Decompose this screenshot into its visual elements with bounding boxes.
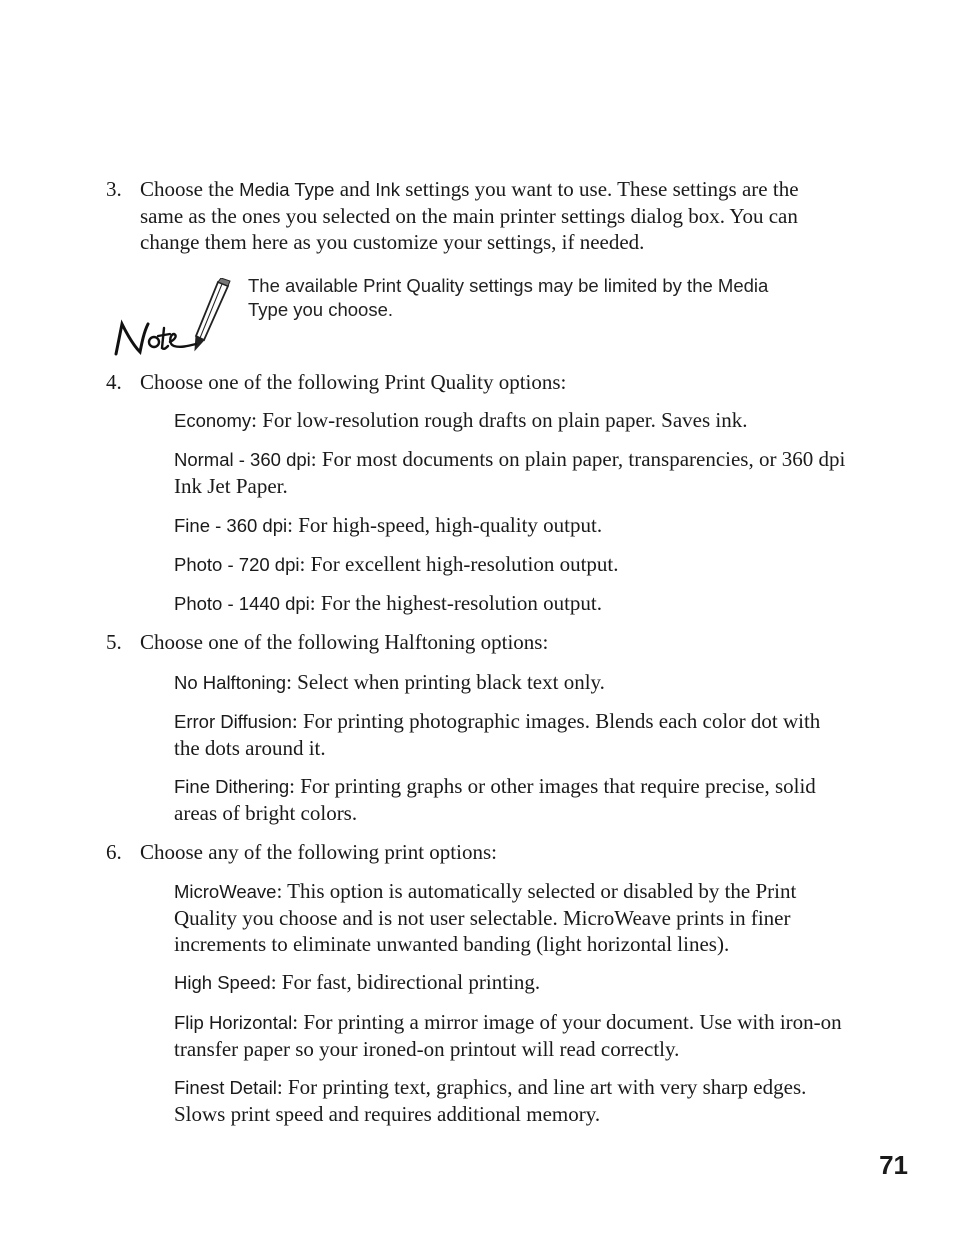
step-text: Choose any of the following print options: — [140, 840, 497, 864]
option-desc: : For most documents on plain paper, transparencies, or 360 dpi Ink Jet Paper. — [174, 447, 846, 498]
option-photo-720 — [174, 551, 846, 578]
note-pencil-icon — [108, 278, 238, 360]
step-6 — [106, 839, 846, 865]
option-photo-1440 — [174, 590, 846, 617]
step-5 — [106, 629, 846, 655]
option-desc: : For printing text, graphics, and line art with very sharp edges. Slows print speed and requires additional memory. — [174, 1075, 807, 1126]
option-desc: : For printing graphs or other images that require precise, solid areas of bright colors. — [174, 774, 816, 825]
step-4 — [106, 369, 846, 395]
option-name: No Halftoning — [174, 672, 287, 693]
option-desc: : For low-resolution rough drafts on plain paper. Saves ink. — [251, 408, 748, 432]
option-desc: : For printing a mirror image of your document. Use with iron-on transfer paper so your ironed-on printout will read correctly. — [174, 1010, 842, 1061]
step-text: Choose the Media Type and Ink settings you want to use. These settings are the same as the ones you selected on the main printer settings dialog box. You can change them here as you customize your settings, if needed. — [140, 177, 799, 254]
option-fine-dithering — [174, 773, 846, 826]
note-text: The available Print Quality settings may be limited by the Media Type you choose. — [248, 275, 769, 320]
option-name: Fine - 360 dpi — [174, 515, 288, 536]
option-fine-360 — [174, 512, 846, 539]
option-microweave — [174, 878, 846, 957]
option-finest-detail — [174, 1074, 846, 1127]
ink-term: Ink — [375, 179, 400, 200]
option-name: High Speed — [174, 972, 271, 993]
option-high-speed — [174, 969, 846, 996]
step-number: 5. — [106, 630, 122, 654]
option-desc: : For the highest-resolution output. — [309, 591, 603, 615]
step-text: Choose one of the following Halftoning options: — [140, 630, 549, 654]
step-number: 3. — [106, 177, 122, 201]
option-name: Fine Dithering — [174, 776, 290, 797]
option-economy — [174, 407, 846, 434]
option-name: Economy — [174, 410, 252, 431]
option-name: Flip Horizontal — [174, 1012, 293, 1033]
option-flip-horizontal — [174, 1009, 846, 1062]
step-number: 4. — [106, 370, 122, 394]
option-name: Finest Detail — [174, 1077, 277, 1098]
option-name: Normal - 360 dpi — [174, 449, 311, 470]
option-desc: : This option is automatically selected or disabled by the Print Quality you choose and is not user selectable. MicroWeave prints in finer increments to eliminate unwanted banding (light horizontal lines). — [174, 879, 797, 956]
option-desc: : Select when printing black text only. — [286, 670, 605, 694]
step-text: Choose one of the following Print Quality options: — [140, 370, 567, 394]
step-number: 6. — [106, 840, 122, 864]
option-name: Photo - 720 dpi — [174, 554, 300, 575]
option-desc: : For printing photographic images. Blends each color dot with the dots around it. — [174, 709, 821, 760]
option-normal-360 — [174, 446, 846, 499]
media-type-term: Media Type — [239, 179, 335, 200]
page-number: 71 — [879, 1150, 908, 1180]
step-3 — [106, 176, 846, 255]
option-desc: : For fast, bidirectional printing. — [270, 970, 541, 994]
option-name: Photo - 1440 dpi — [174, 593, 310, 614]
option-desc: : For excellent high-resolution output. — [299, 552, 619, 576]
option-error-diffusion — [174, 708, 846, 761]
option-desc: : For high-speed, high-quality output. — [287, 513, 603, 537]
option-no-halftoning — [174, 669, 846, 696]
option-name: MicroWeave — [174, 881, 277, 902]
option-name: Error Diffusion — [174, 711, 292, 732]
